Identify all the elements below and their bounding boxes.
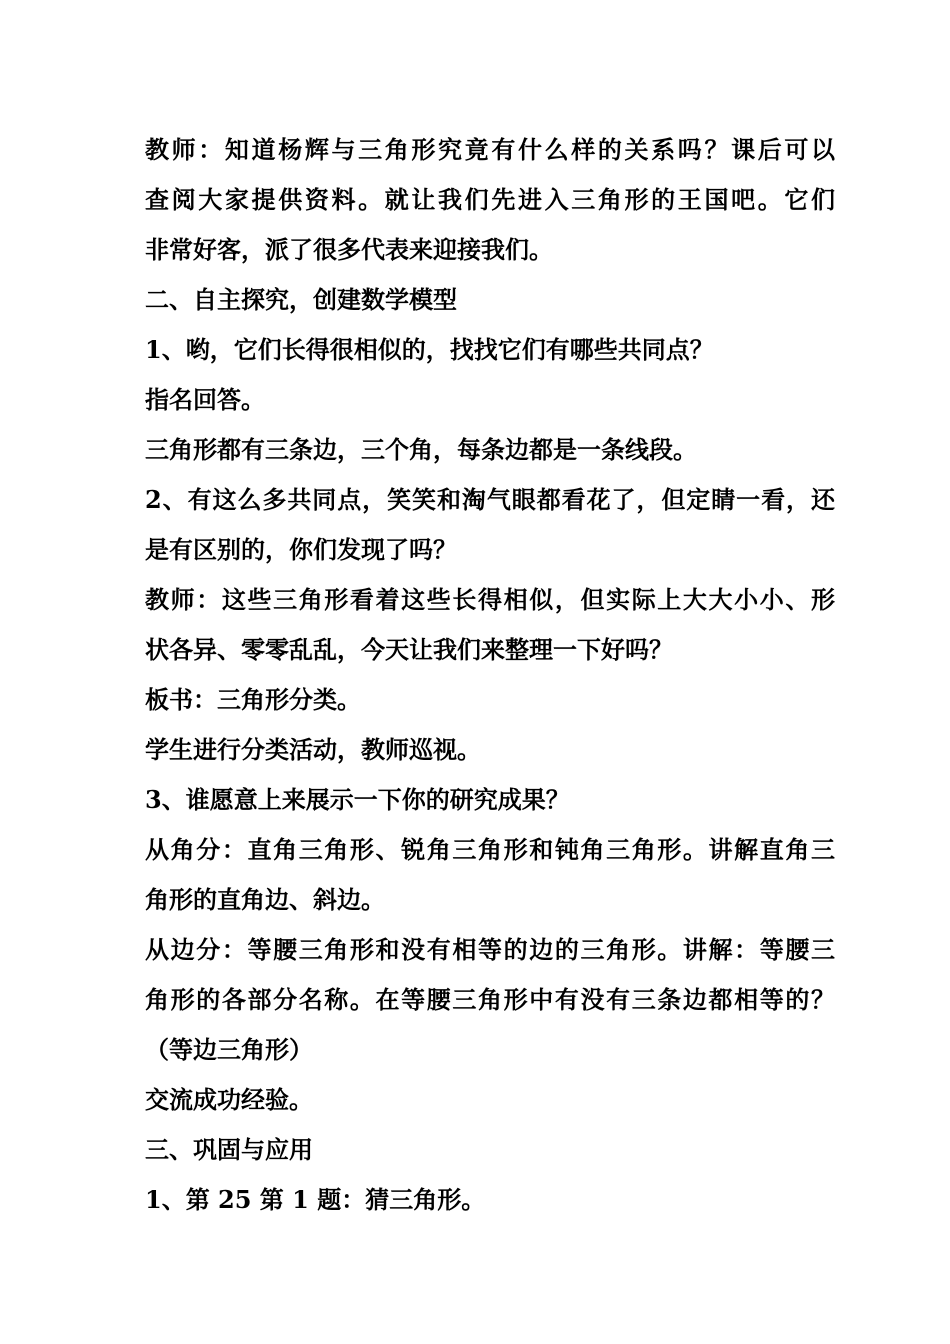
section-heading: 三、巩固与应用	[145, 1135, 313, 1164]
paragraph-line: 三角形都有三条边，三个角，每条边都是一条线段。	[145, 435, 697, 464]
paragraph-line: 2、有这么多共同点，笑笑和淘气眼都看花了，但定睛一看，还	[145, 485, 835, 514]
paragraph-line: 1、哟，它们长得很相似的，找找它们有哪些共同点？	[145, 335, 714, 364]
paragraph-line: 查阅大家提供资料。就让我们先进入三角形的王国吧。它们	[145, 185, 835, 214]
paragraph-line: 3、谁愿意上来展示一下你的研究成果？	[145, 785, 570, 814]
paragraph-line: 指名回答。	[145, 385, 265, 414]
paragraph-line: 状各异、零零乱乱，今天让我们来整理一下好吗？	[145, 635, 673, 664]
paragraph-line: 角形的直角边、斜边。	[145, 885, 385, 914]
document-body	[145, 125, 835, 1225]
section-heading: 二、自主探究，创建数学模型	[145, 285, 457, 314]
paragraph-line: 从角分：直角三角形、锐角三角形和钝角三角形。讲解直角三	[145, 835, 835, 864]
paragraph-line: 交流成功经验。	[145, 1085, 313, 1114]
paragraph-line: 板书：三角形分类。	[145, 685, 361, 714]
paragraph-line: 教师：知道杨辉与三角形究竟有什么样的关系吗？课后可以	[145, 135, 835, 164]
paragraph-line: （等边三角形）	[145, 1035, 313, 1064]
paragraph-line: 学生进行分类活动，教师巡视。	[145, 735, 481, 764]
paragraph-line: 非常好客，派了很多代表来迎接我们。	[145, 235, 553, 264]
paragraph-line: 教师：这些三角形看着这些长得相似，但实际上大大小小、形	[145, 585, 835, 614]
paragraph-line: 从边分：等腰三角形和没有相等的边的三角形。讲解：等腰三	[145, 935, 835, 964]
paragraph-line: 是有区别的，你们发现了吗？	[145, 535, 457, 564]
paragraph-line: 1、第 25 第 1 题：猜三角形。	[145, 1185, 486, 1214]
paragraph-line: 角形的各部分名称。在等腰三角形中有没有三条边都相等的？	[145, 985, 835, 1014]
